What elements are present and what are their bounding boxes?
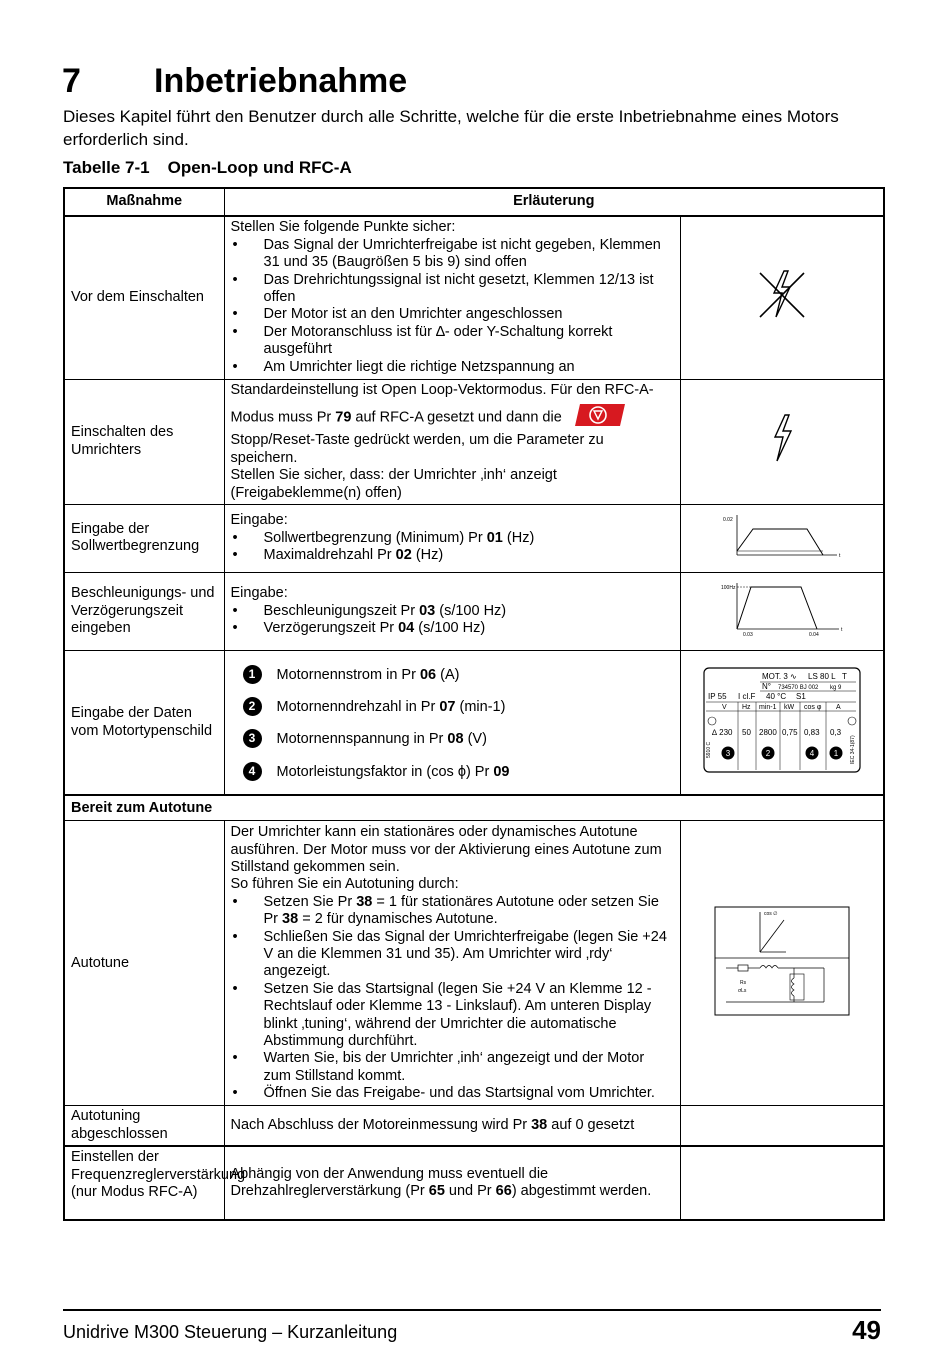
speed-limit-graph bbox=[680, 504, 884, 572]
list-item: 2 Motornenndrehzahl in Pr 07 (min-1) bbox=[231, 695, 674, 729]
row-explanation bbox=[224, 572, 680, 650]
row-action: Eingabe der Sollwertbegrenzung bbox=[64, 504, 224, 572]
empty-cell bbox=[680, 1146, 884, 1220]
svg-text:0,75: 0,75 bbox=[781, 727, 798, 737]
svg-text:LS 80 L: LS 80 L bbox=[807, 671, 836, 681]
page-number: 49 bbox=[852, 1315, 881, 1345]
list-item: • Warten Sie, bis der Umrichter ‚inh‘ angezeigt und der Motor zum Stillstand kommt. bbox=[232, 1050, 645, 1084]
ramp-graph bbox=[680, 572, 884, 650]
row-explanation: Nach Abschluss der Motoreinmessung wird Pr 38 auf 0 gesetzt bbox=[224, 1106, 680, 1146]
chapter-number: 7 bbox=[62, 62, 81, 100]
table-row bbox=[64, 216, 884, 379]
list-item: • Setzen Sie das Startsignal (legen Sie +24 V an Klemme 12 - Rechtslauf oder Klemme 13 - Linkslauf). Am unteren Display blinkt ‚tuning‘, während der Umrichter die automatische Abstimmung durchführt. bbox=[232, 980, 652, 1050]
row-lead: So führen Sie ein Autotuning durch: bbox=[230, 876, 459, 893]
footer-title: Unidrive M300 Steuerung – Kurzanleitung bbox=[63, 1322, 398, 1342]
no-power-icon bbox=[680, 216, 884, 379]
motor-nameplate bbox=[680, 650, 884, 795]
list-item: • Am Umrichter liegt die richtige Netzspannung an bbox=[232, 358, 575, 375]
list-item: • Setzen Sie Pr 38 = 1 für stationäres Autotune oder setzen Sie Pr 38 = 2 für dynamisches Autotune. bbox=[232, 893, 659, 928]
row-explanation bbox=[224, 216, 680, 379]
row-lead: Eingabe: bbox=[230, 512, 288, 529]
power-on-icon bbox=[680, 379, 884, 504]
row-action: Eingabe der Daten vom Motortypenschild bbox=[64, 650, 224, 795]
row-explanation bbox=[224, 821, 680, 1106]
svg-text:min-1: min-1 bbox=[758, 703, 777, 711]
svg-text:40 °C: 40 °C bbox=[765, 691, 786, 701]
list-item: 3 Motornennspannung in Pr 08 (V) bbox=[231, 729, 674, 762]
table-row bbox=[64, 1146, 884, 1220]
motor-equivalent-circuit-diagram bbox=[680, 821, 884, 1106]
list-item: • Schließen Sie das Signal der Umrichterfreigabe (legen Sie +24 V an die Klemmen 31 und 35). Am Umrichter wird ‚rdy‘ angezeigt. bbox=[232, 928, 667, 980]
graph-axis-label: t bbox=[840, 626, 843, 633]
row-action: Vor dem Einschalten bbox=[64, 216, 224, 379]
svg-text:I cl.F: I cl.F bbox=[737, 691, 756, 701]
row-action: Beschleunigungs- und Verzögerungszeit eingeben bbox=[64, 572, 224, 650]
svg-text:A: A bbox=[835, 703, 841, 711]
svg-text:IEC 34-1(87): IEC 34-1(87) bbox=[849, 735, 856, 764]
list-item: • Öffnen Sie das Freigabe- und das Startsignal vom Umrichter. bbox=[232, 1085, 655, 1102]
empty-cell bbox=[680, 1106, 884, 1146]
svg-text:T: T bbox=[841, 671, 847, 681]
graph-label: 0.03 bbox=[742, 631, 753, 638]
svg-text:5910 C: 5910 C bbox=[705, 741, 712, 758]
commissioning-table bbox=[63, 187, 885, 1221]
svg-text:IP 55: IP 55 bbox=[707, 691, 727, 701]
marker-2: 2 bbox=[243, 697, 262, 716]
svg-text:kW: kW bbox=[783, 703, 794, 711]
graph-label: 0.04 bbox=[808, 631, 819, 638]
list-item: • Sollwertbegrenzung (Minimum) Pr 01 (Hz) bbox=[232, 529, 535, 546]
marker-1: 1 bbox=[243, 665, 262, 684]
header-action: Maßnahme bbox=[64, 188, 224, 216]
header-explanation: Erläuterung bbox=[224, 188, 884, 216]
svg-text:σLs: σLs bbox=[737, 987, 747, 994]
intro-paragraph: Dieses Kapitel führt den Benutzer durch alle Schritte, welche für die erste Inbetriebnahme eines Motors erforderlich sind. bbox=[63, 107, 839, 149]
svg-text:V: V bbox=[721, 703, 727, 711]
table-row bbox=[64, 1106, 884, 1146]
list-item: • Das Drehrichtungssignal ist nicht gesetzt, Klemmen 12/13 ist offen bbox=[232, 271, 654, 306]
table-row bbox=[64, 504, 884, 572]
svg-text:cos ∅: cos ∅ bbox=[763, 910, 778, 917]
svg-text:2800: 2800 bbox=[758, 727, 777, 737]
row-explanation bbox=[224, 504, 680, 572]
row-explanation: Abhängig von der Anwendung muss eventuell die Drehzahlreglerverstärkung (Pr 65 und Pr 66) abgestimmt werden. bbox=[224, 1146, 680, 1220]
graph-axis-label: t bbox=[838, 552, 841, 559]
row-action: Einstellen der Frequenzreglerverstärkung (nur Modus RFC-A) bbox=[64, 1146, 224, 1220]
svg-text:1: 1 bbox=[833, 748, 838, 758]
svg-text:cos φ: cos φ bbox=[803, 703, 822, 711]
footer-rule bbox=[63, 1309, 881, 1311]
table-caption-title: Open-Loop und RFC-A bbox=[167, 158, 352, 177]
row-action: Einschalten des Umrichters bbox=[64, 379, 224, 504]
svg-text:∆ 230: ∆ 230 bbox=[711, 727, 733, 737]
graph-label: 0.02 bbox=[722, 516, 733, 523]
svg-text:kg 9: kg 9 bbox=[829, 684, 842, 691]
row-line: Stopp/Reset-Taste gedrückt werden, um die Parameter zu speichern. bbox=[230, 432, 604, 466]
svg-text:0,83: 0,83 bbox=[803, 727, 820, 737]
svg-text:MOT. 3 ∿: MOT. 3 ∿ bbox=[761, 671, 797, 681]
marker-4: 4 bbox=[243, 762, 262, 781]
svg-text:Rs: Rs bbox=[739, 979, 746, 986]
list-item: • Das Signal der Umrichterfreigabe ist nicht gegeben, Klemmen 31 und 35 (Baugrößen 5 bis 9) sind offen bbox=[232, 236, 661, 271]
row-lead: Stellen Sie folgende Punkte sicher: bbox=[230, 219, 456, 236]
table-row bbox=[64, 572, 884, 650]
section-row bbox=[64, 795, 884, 821]
row-explanation bbox=[224, 379, 680, 504]
svg-text:3: 3 bbox=[725, 748, 730, 758]
section-title: Bereit zum Autotune bbox=[64, 795, 884, 821]
row-line: Modus muss Pr 79 auf RFC-A gesetzt und dann die bbox=[231, 403, 674, 432]
row-intro: Der Umrichter kann ein stationäres oder dynamisches Autotune ausführen. Der Motor muss vor der Aktivierung eines Autotune zum Stillstand gekommen sein. bbox=[230, 824, 662, 875]
list-item: 1 Motornennstrom in Pr 06 (A) bbox=[231, 665, 674, 695]
table-row bbox=[64, 650, 884, 795]
graph-label: 100Hz bbox=[720, 584, 736, 591]
row-line: Standardeinstellung ist Open Loop-Vektormodus. Für den RFC-A- bbox=[230, 381, 654, 398]
marker-3: 3 bbox=[243, 729, 262, 748]
table-row bbox=[64, 379, 884, 504]
svg-text:Hz: Hz bbox=[741, 703, 751, 711]
svg-text:4: 4 bbox=[809, 748, 814, 758]
svg-text:2: 2 bbox=[765, 748, 770, 758]
svg-text:734570 BJ 002: 734570 BJ 002 bbox=[777, 684, 819, 691]
list-item: • Beschleunigungszeit Pr 03 (s/100 Hz) bbox=[232, 602, 507, 619]
row-action: Autotune bbox=[64, 821, 224, 1106]
stop-reset-key-icon bbox=[574, 403, 626, 432]
row-action: Autotuning abgeschlossen bbox=[64, 1106, 224, 1146]
svg-text:50: 50 bbox=[741, 727, 751, 737]
table-caption-label: Tabelle 7-1 bbox=[63, 158, 150, 177]
list-item: • Der Motor ist an den Umrichter angeschlossen bbox=[232, 306, 563, 323]
list-item: 4 Motorleistungsfaktor in (cos ϕ) Pr 09 bbox=[231, 762, 674, 786]
svg-text:N°: N° bbox=[761, 681, 771, 691]
svg-text:S1: S1 bbox=[795, 691, 806, 701]
chapter-heading bbox=[62, 62, 407, 101]
list-item: • Verzögerungszeit Pr 04 (s/100 Hz) bbox=[232, 620, 486, 637]
svg-text:0,3: 0,3 bbox=[829, 727, 841, 737]
chapter-title: Inbetriebnahme bbox=[154, 62, 408, 100]
table-caption bbox=[63, 158, 352, 178]
list-item: • Maximaldrehzahl Pr 02 (Hz) bbox=[232, 547, 444, 564]
list-item: • Der Motoranschluss ist für ∆- oder Y-Schaltung korrekt ausgeführt bbox=[232, 323, 613, 358]
row-line: Stellen Sie sicher, dass: der Umrichter ‚inh‘ anzeigt (Freigabeklemme(n) offen) bbox=[230, 467, 557, 501]
row-explanation bbox=[224, 650, 680, 795]
row-lead: Eingabe: bbox=[230, 585, 288, 602]
table-row bbox=[64, 821, 884, 1106]
